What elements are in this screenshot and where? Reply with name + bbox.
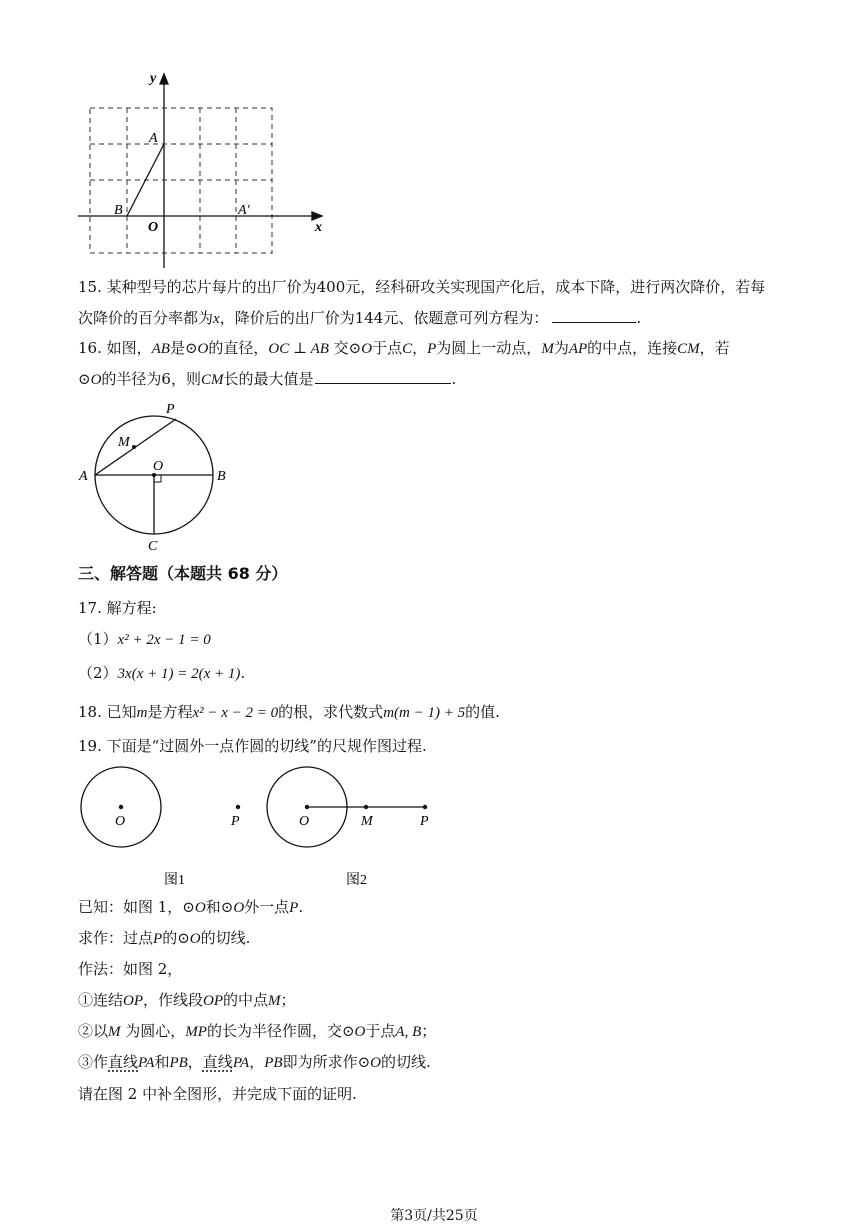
q16-text: ⊙ bbox=[78, 370, 91, 388]
q15-text: 次降价的百分率都为 bbox=[78, 309, 214, 327]
label-a-prime: A′ bbox=[238, 203, 250, 218]
q17-part2-equation: 3x(x + 1) = 2(x + 1) bbox=[117, 666, 241, 682]
var-m: M bbox=[541, 341, 554, 357]
q18-text: 的根，求代数式 bbox=[278, 703, 384, 721]
q18-text: 18. 已知 bbox=[78, 703, 137, 721]
q16-text: 为圆上一动点， bbox=[436, 339, 542, 357]
var-ap: AP bbox=[568, 341, 588, 357]
var-o: O bbox=[370, 1055, 381, 1071]
q17-part2 bbox=[78, 662, 245, 685]
q16-line1 bbox=[78, 337, 730, 360]
x-axis-arrow bbox=[312, 212, 322, 220]
q19-method: 作法：如图 2， bbox=[78, 960, 183, 978]
label-y: y bbox=[150, 71, 157, 86]
var-x: x bbox=[213, 311, 220, 327]
var-m: M bbox=[268, 993, 281, 1009]
q19-text: 的长为半径作圆，交⊙ bbox=[206, 1022, 355, 1040]
label-o: O bbox=[148, 220, 159, 235]
q19-text: 于点 bbox=[365, 1022, 396, 1040]
fig2-caption: 图2 bbox=[346, 873, 367, 888]
y-axis-arrow bbox=[160, 74, 168, 84]
q17-title: 17. 解方程: bbox=[78, 599, 157, 617]
q19-step2 bbox=[78, 1020, 436, 1043]
circle-figure bbox=[72, 395, 242, 555]
q16-answer-blank[interactable] bbox=[315, 369, 451, 384]
var-o: O bbox=[361, 341, 373, 357]
var-o: O bbox=[194, 900, 206, 916]
label-b: B bbox=[217, 469, 226, 484]
q19-text: ； bbox=[421, 1022, 437, 1040]
q17-part1 bbox=[78, 628, 211, 651]
fig2-point-m bbox=[364, 805, 368, 809]
q19-text: 即为所求作⊙ bbox=[282, 1053, 371, 1071]
label-c: C bbox=[148, 539, 158, 554]
var-op: OP bbox=[123, 993, 144, 1009]
fig1-caption: 图1 bbox=[164, 873, 185, 888]
q17-part2-number: （2） bbox=[78, 664, 118, 682]
q17-part1-number: （1） bbox=[78, 630, 118, 648]
q19-text: 的切线. bbox=[380, 1053, 431, 1071]
var-pb: PB bbox=[264, 1055, 283, 1071]
fig2-point-p bbox=[423, 805, 427, 809]
q15-answer-blank[interactable] bbox=[552, 308, 636, 323]
q16-text: 交⊙ bbox=[328, 339, 362, 357]
q18-equation: x² − x − 2 = 0 bbox=[192, 705, 279, 721]
q19-title: 19. 下面是“过圆外一点作圆的切线”的尺规作图过程. bbox=[78, 737, 427, 755]
var-o: O bbox=[354, 1024, 366, 1040]
q16-text: 的半径为6，则 bbox=[101, 370, 201, 388]
q19-text: 和 bbox=[154, 1053, 170, 1071]
emphasized-text: 直线 bbox=[108, 1053, 139, 1071]
var-mp: MP bbox=[185, 1024, 207, 1040]
label-a: A bbox=[149, 131, 158, 146]
q15-line1: 15. 某种型号的芯片每片的出厂价为400元，经科研攻关实现国产化后，成本下降，进行两次降价，若每 bbox=[78, 278, 766, 296]
var-p: P bbox=[427, 341, 437, 357]
var-o: O bbox=[197, 341, 209, 357]
q15-period: . bbox=[636, 309, 642, 327]
q15-text: ，降价后的出厂价为144元、依题意可列方程为： bbox=[219, 309, 549, 327]
q19-find bbox=[78, 927, 250, 950]
fig2-label-m: M bbox=[361, 814, 373, 829]
dashed-grid bbox=[90, 108, 272, 253]
q18-text: 是方程 bbox=[147, 703, 193, 721]
label-b: B bbox=[114, 203, 123, 218]
fig2-label-p: P bbox=[420, 814, 429, 829]
q16-text: 为 bbox=[553, 339, 569, 357]
fig1-label-o: O bbox=[115, 814, 126, 829]
fig1-label-p: P bbox=[231, 814, 240, 829]
q19-request: 请在图 2 中补全图形，并完成下面的证明. bbox=[78, 1085, 357, 1103]
fig1-point-p bbox=[236, 805, 240, 809]
page-footer: 第3页/共25页 bbox=[390, 1208, 478, 1224]
q16-line2 bbox=[78, 368, 456, 391]
q16-text: ，若 bbox=[699, 339, 730, 357]
q16-text: 的中点，连接 bbox=[587, 339, 678, 357]
q17-part1-equation: x² + 2x − 1 = 0 bbox=[117, 632, 211, 648]
q19-text: ， bbox=[187, 1053, 203, 1071]
q19-step3 bbox=[78, 1051, 431, 1074]
q19-text: ， bbox=[249, 1053, 265, 1071]
q19-text: 求作：过点 bbox=[78, 929, 154, 947]
var-c: C bbox=[402, 341, 413, 357]
q16-text: 16. 如图， bbox=[78, 339, 152, 357]
fig1-point-o bbox=[119, 805, 123, 809]
q19-text: 的中点 bbox=[223, 991, 269, 1009]
q17-period: . bbox=[240, 664, 246, 682]
label-o: O bbox=[153, 459, 164, 474]
q19-step1 bbox=[78, 989, 296, 1012]
q19-text: ，作线段 bbox=[143, 991, 204, 1009]
q19-text: 外一点 bbox=[244, 898, 290, 916]
expr-oc-perp-ab: OC ⊥ AB bbox=[268, 341, 329, 357]
q19-text: ； bbox=[280, 991, 296, 1009]
q16-text: 是⊙ bbox=[169, 339, 198, 357]
section-3-heading: 三、解答题（本题共 68 分） bbox=[78, 564, 288, 583]
q16-text: ， bbox=[412, 339, 428, 357]
fig2-label-o: O bbox=[299, 814, 310, 829]
q19-text: 为圆心， bbox=[120, 1022, 186, 1040]
var-pa: PA bbox=[232, 1055, 250, 1071]
var-m: M bbox=[108, 1024, 121, 1040]
q18-line bbox=[78, 701, 500, 724]
q19-text: 的切线. bbox=[200, 929, 251, 947]
var-m: m bbox=[136, 705, 148, 721]
var-o: O bbox=[233, 900, 245, 916]
var-pb: PB bbox=[169, 1055, 188, 1071]
label-p: P bbox=[166, 402, 175, 417]
var-op: OP bbox=[203, 993, 224, 1009]
q15-line2 bbox=[78, 307, 641, 330]
fig2-point-o bbox=[305, 805, 309, 809]
q18-expression: m(m − 1) + 5 bbox=[383, 705, 466, 721]
coordinate-grid-figure bbox=[70, 68, 340, 268]
label-x: x bbox=[315, 220, 322, 235]
q19-text: ②以 bbox=[78, 1022, 109, 1040]
var-o: O bbox=[90, 372, 102, 388]
emphasized-text: 直线 bbox=[202, 1053, 233, 1071]
var-p: P bbox=[153, 931, 163, 947]
q16-period: . bbox=[451, 370, 457, 388]
q16-text: 于点 bbox=[372, 339, 403, 357]
q19-text: ③作 bbox=[78, 1053, 109, 1071]
q19-period: . bbox=[298, 898, 304, 916]
label-a: A bbox=[79, 469, 88, 484]
q16-text: 的直径， bbox=[208, 339, 269, 357]
q19-text: 的⊙ bbox=[162, 929, 190, 947]
q19-text: 已知：如图 1，⊙ bbox=[78, 898, 195, 916]
var-cm: CM bbox=[200, 372, 224, 388]
var-cm: CM bbox=[677, 341, 700, 357]
point-m bbox=[132, 445, 136, 449]
q19-given bbox=[78, 896, 303, 919]
label-m: M bbox=[118, 435, 130, 450]
q16-text: 长的最大值是 bbox=[223, 370, 314, 388]
var-o: O bbox=[189, 931, 201, 947]
var-ab: A, B bbox=[395, 1024, 422, 1040]
q19-text: 和⊙ bbox=[205, 898, 234, 916]
construction-figures bbox=[70, 762, 450, 892]
q19-text: ①连结 bbox=[78, 991, 124, 1009]
var-ab: AB bbox=[151, 341, 170, 357]
var-p: P bbox=[289, 900, 299, 916]
segment-ab bbox=[127, 144, 164, 216]
var-pa: PA bbox=[138, 1055, 155, 1071]
q18-text: 的值. bbox=[465, 703, 500, 721]
